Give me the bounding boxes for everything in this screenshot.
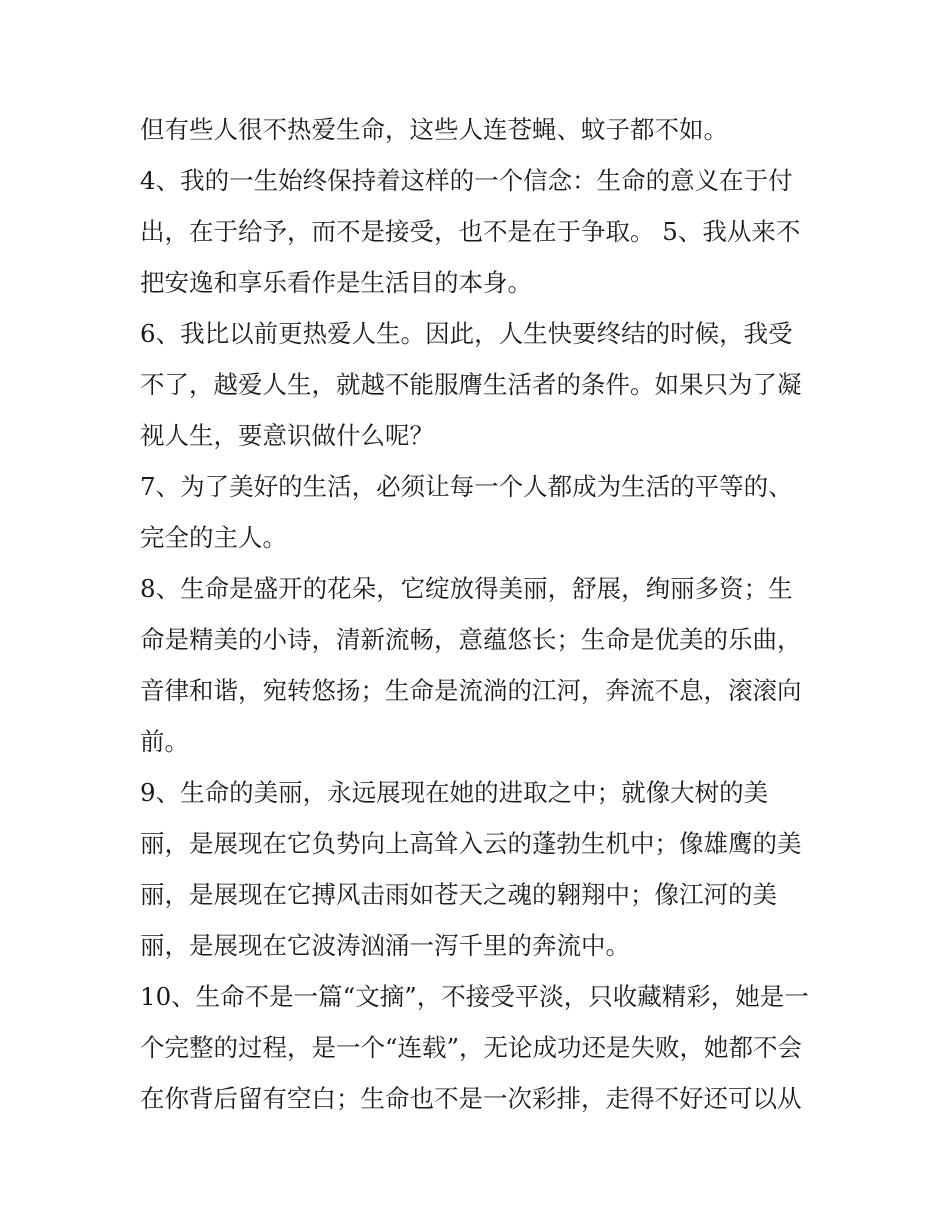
text-line: 丽，是展现在它波涛汹涌一泻千里的奔流中。 bbox=[140, 931, 630, 960]
text-line: 丽，是展现在它搏风击雨如苍天之魂的翱翔中；像江河的美 bbox=[140, 880, 777, 909]
text-line: 音律和谐，宛转悠扬；生命是流淌的江河，奔流不息，滚滚向 bbox=[140, 676, 802, 705]
text-line: 命是精美的小诗，清新流畅，意蕴悠长；生命是优美的乐曲， bbox=[140, 625, 802, 654]
text-line: 4、我的一生始终保持着这样的一个信念：生命的意义在于付 bbox=[140, 166, 793, 195]
text-line: 8、生命是盛开的花朵，它绽放得美丽，舒展，绚丽多资；生 bbox=[140, 574, 793, 603]
text-line: 但有些人很不热爱生命，这些人连苍蝇、蚊子都不如。 bbox=[140, 115, 728, 144]
text-line: 把安逸和享乐看作是生活目的本身。 bbox=[140, 268, 532, 297]
text-line: 6、我比以前更热爱人生。因此，人生快要终结的时候，我受 bbox=[140, 319, 793, 348]
text-line: 丽，是展现在它负势向上高耸入云的蓬勃生机中；像雄鹰的美 bbox=[140, 829, 802, 858]
text-line: 完全的主人。 bbox=[140, 523, 287, 552]
text-line: 出，在于给予，而不是接受，也不是在于争取。 5、我从来不 bbox=[140, 217, 801, 246]
text-line: 个完整的过程，是一个“连载”，无论成功还是失败，她都不会 bbox=[140, 1033, 803, 1062]
text-line: 10、生命不是一篇“文摘”，不接受平淡，只收藏精彩，她是一 bbox=[140, 982, 809, 1011]
text-line: 在你背后留有空白；生命也不是一次彩排，走得不好还可以从 bbox=[140, 1084, 802, 1113]
text-line: 7、为了美好的生活，必须让每一个人都成为生活的平等的、 bbox=[140, 472, 793, 501]
text-line: 前。 bbox=[140, 727, 189, 756]
text-line: 9、生命的美丽，永远展现在她的进取之中；就像大树的美 bbox=[140, 778, 769, 807]
text-line: 视人生，要意识做什么呢？ bbox=[140, 421, 434, 450]
document-text bbox=[140, 104, 820, 1124]
text-line: 不了，越爱人生，就越不能服膺生活者的条件。如果只为了凝 bbox=[140, 370, 802, 399]
